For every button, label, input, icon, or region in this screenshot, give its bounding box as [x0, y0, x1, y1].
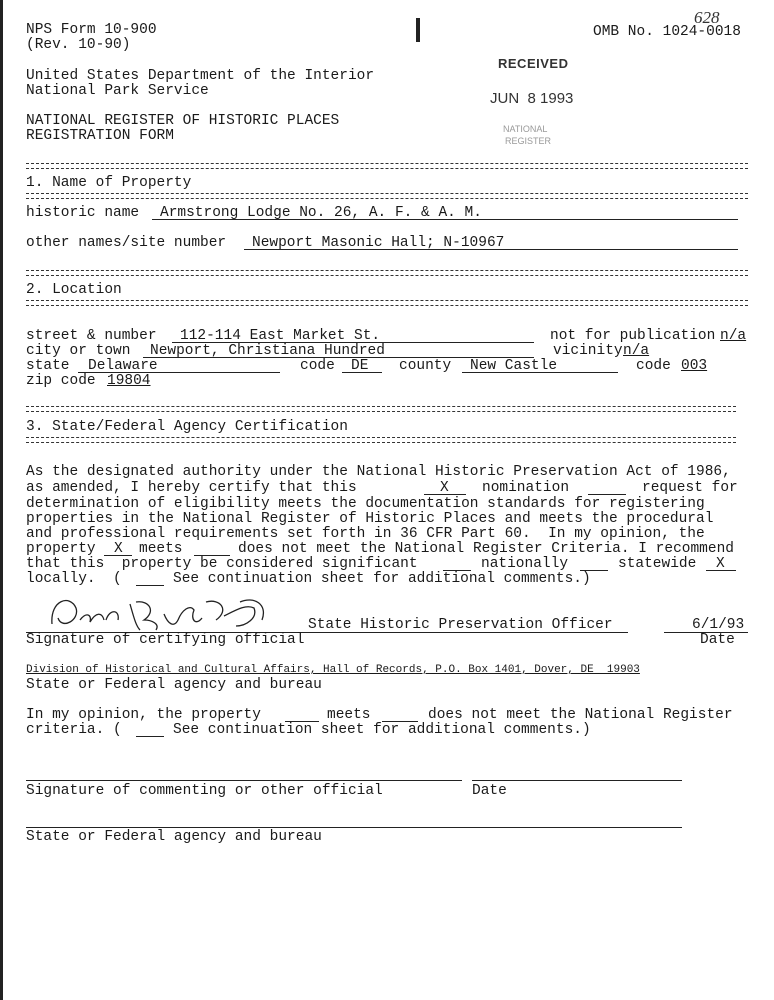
service: National Park Service	[26, 83, 209, 99]
form-title-2: REGISTRATION FORM	[26, 128, 174, 144]
locally-mark: X	[716, 556, 725, 572]
section-1-heading: 1. Name of Property	[26, 175, 192, 191]
cert-line-8a: locally. (	[26, 571, 122, 587]
cert-line-8b: See continuation sheet for additional comments.)	[173, 571, 591, 587]
omb-number: OMB No. 1024-0018	[593, 24, 741, 40]
comment-date-label: Date	[472, 783, 507, 799]
signature-label: Signature of certifying official	[26, 632, 305, 648]
comment-date-line	[472, 780, 682, 781]
comment-signature-label: Signature of commenting or other official	[26, 783, 383, 799]
street-value: 112-114 East Market St.	[180, 328, 381, 344]
form-number: NPS Form 10-900	[26, 22, 157, 38]
form-title-1: NATIONAL REGISTER OF HISTORIC PLACES	[26, 113, 340, 129]
state-code-label: code	[300, 358, 335, 374]
handwritten-page-number: 628	[694, 8, 720, 27]
opinion-meets: meets	[327, 707, 371, 723]
date-label: Date	[700, 632, 735, 648]
opinion-line-1a: In my opinion, the property	[26, 707, 261, 723]
handwritten-signature	[40, 590, 280, 638]
department: United States Department of the Interior	[26, 68, 375, 84]
county-code-label: code	[636, 358, 671, 374]
vicinity-value: n/a	[623, 343, 650, 359]
other-names-label: other names/site number	[26, 235, 227, 251]
cert-line-6b: meets	[139, 541, 183, 557]
section-3-heading: 3. State/Federal Agency Certification	[26, 419, 348, 435]
zip-value: 19804	[107, 373, 151, 389]
vicinity-label: vicinity	[553, 343, 623, 359]
state-value: Delaware	[88, 358, 158, 374]
section-rule	[26, 193, 748, 199]
comment-signature-line	[26, 780, 462, 781]
city-label: city or town	[26, 343, 131, 359]
county-value: New Castle	[470, 358, 558, 374]
zip-label: zip code	[26, 373, 96, 389]
state-code-value: DE	[351, 358, 369, 374]
fill-line	[136, 585, 164, 586]
comment-agency-label: State or Federal agency and bureau	[26, 829, 322, 845]
section-rule	[26, 406, 736, 412]
opinion-line-2b: See continuation sheet for additional comments.)	[173, 722, 591, 738]
cert-line-7c: statewide	[618, 556, 697, 572]
cert-line-1: As the designated authority under the National Historic Preservation Act of 1986,	[26, 464, 731, 480]
official-title: State Historic Preservation Officer	[308, 617, 613, 633]
historic-name-label: historic name	[26, 205, 140, 221]
other-names-value: Newport Masonic Hall; N-10967	[252, 235, 505, 251]
agency-value: Division of Historical and Cultural Affairs, Hall of Records, P.O. Box 1401, Dover, DE 19903	[26, 664, 640, 676]
opinion-line-2a: criteria. (	[26, 722, 122, 738]
nomination-mark: X	[440, 480, 449, 496]
section-2-heading: 2. Location	[26, 282, 122, 298]
mark-glyph	[416, 18, 420, 42]
section-rule	[26, 270, 748, 276]
scan-edge	[0, 0, 3, 1000]
meets-mark: X	[114, 541, 123, 557]
received-stamp: RECEIVED	[498, 56, 569, 71]
state-label: state	[26, 358, 70, 374]
cert-line-7a: that this property be considered significant	[26, 556, 418, 572]
cert-line-3: determination of eligibility meets the documentation standards for registering	[26, 496, 705, 512]
section-rule	[26, 163, 748, 169]
stamp-register-2: REGISTER	[505, 136, 552, 146]
not-for-publication-value: n/a	[720, 328, 747, 344]
stamp-register-1: NATIONAL	[503, 124, 548, 134]
section-rule	[26, 437, 736, 443]
comment-agency-line	[26, 827, 682, 828]
fill-line	[588, 494, 626, 495]
form-revision: (Rev. 10-90)	[26, 37, 131, 53]
cert-line-5: and professional requirements set forth in 36 CFR Part 60. In my opinion, the	[26, 526, 705, 542]
county-code-value: 003	[681, 358, 708, 374]
cert-line-2c: request for	[642, 480, 738, 496]
section-rule	[26, 300, 748, 306]
cert-line-6a: property	[26, 541, 96, 557]
cert-line-2b: nomination	[482, 480, 570, 496]
street-label: street & number	[26, 328, 157, 344]
not-for-publication-label: not for publication	[550, 328, 716, 344]
agency-label: State or Federal agency and bureau	[26, 677, 322, 693]
cert-line-2a: as amended, I hereby certify that this	[26, 480, 357, 496]
cert-line-6c: does not meet the National Register Criteria. I recommend	[238, 541, 734, 557]
county-label: county	[399, 358, 452, 374]
opinion-line-1b: does not meet the National Register	[428, 707, 733, 723]
historic-name-value: Armstrong Lodge No. 26, A. F. & A. M.	[160, 205, 482, 221]
fill-line	[136, 736, 164, 737]
cert-line-7b: nationally	[481, 556, 569, 572]
sign-date: 6/1/93	[692, 617, 745, 633]
received-date-stamp: JUN 8 1993	[490, 90, 574, 107]
cert-line-4: properties in the National Register of Historic Places and meets the procedural	[26, 511, 714, 527]
city-value: Newport, Christiana Hundred	[150, 343, 385, 359]
